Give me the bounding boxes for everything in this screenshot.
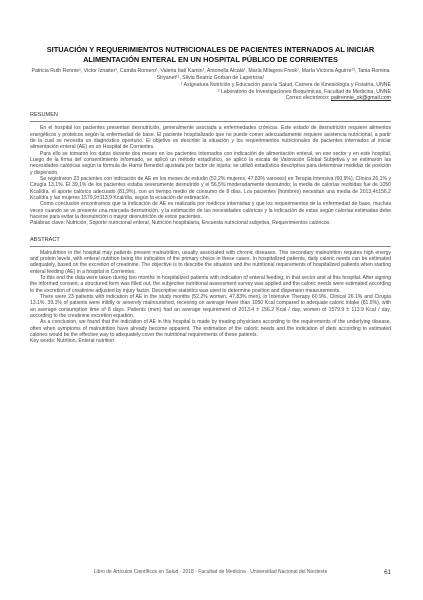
abstract-heading: ABSTRACT (30, 236, 60, 243)
resumen-paragraph: Se registraron 23 pacientes con indicación de AE en los meses de estudio (52,2% mujeres, 47,83% varones) en Terapia Intensiva (60,9%), Clínica 26,1% y Cirugía 13,1%. El 39,1% de los pacientes estaba severamente desnutrido y el 56,5% moderadamente desnutrido; la media de calorías recibidas fue de 1050 Kcal/día, el aporte calórico adecuado (81,9%), con un tiempo medio de consumo de 8 días. Los pacientes (hombres) necesitan una media de 2013,4±156,2 Kcal/día y las mujeres 1579,9±113,9 Kcal/día, según la ecuación de estimación. (30, 175, 391, 201)
abstract-divider (30, 246, 391, 247)
resumen-paragraph: Como conclusión encontramos que la indicación de AE es realizada por médicos internistas y que los requerimientos de la enfermedad de base, muchas veces cuando se ve presente una marcada desnutrición, y la estimación de las necesidades calóricas y la indicación de estas según calorías estimadas debe hacerse para evitar la desnutrición o mayor desnutrición de estos pacientes. (30, 201, 391, 220)
abstract-paragraph: There were 23 patients with indication of AE in the study months (52.2% women, 47.83% men), in Intensive Therapy 60.9%, Clinical 26.1% and Cirugía 13.1%. 39.1% of patients were mildly or severely malnourished, receiving on average fewer than 1050 Kcal compared to adequate caloric intake (81.9%), with an average consumption time of 8 days. Patients (men) had an average requirement of 2013.4 ± 156.2 Kcal / day, women of 1579.9 ± 113.9 Kcal / day, according to the creatinine excretion equation. (30, 294, 391, 320)
resumen-keywords: Palabras clave: Nutrición, Soporte nutricional enteral, Nutrición hospitalaria, Encuesta nutricional subjetiva, Requerimientos calóricos. (30, 220, 331, 227)
abstract-paragraph: As a conclusion, we found that the indication of AE in this hospital is made by treating physicians according to the requirements of the underlying disease, often when symptoms of malnutrition have already become apparent. The estimation of the caloric needs and the indication of diets according to estimated calories would be the effective way to adequately cover the nutritional requirements of these patients. (30, 319, 391, 339)
page-footer: Libro de Artículos Científicos en Salud · 2018 - Facultad de Medicina · Universidad Nacional del Nordeste (93, 569, 328, 575)
affiliation-1: ¹ Asignatura Nutrición y Educación para la Salud, Carrera de Kinesiología y Fisiatría, UNNE (180, 81, 391, 88)
contact-line (30, 95, 391, 102)
author-list: Patricia Ruth Rennie¹, Victor Iznaiter¹, Camila Romero¹, Valeria Itatí Kamin¹, Antonella Alcalá¹, María Milagros Fresk¹, María Victoria Aguirre¹², Tania Romina Stryanet¹², Silvia Beatriz Gorban de Lapertosa¹ (31, 68, 390, 81)
abstract-paragraph: Malnutrition in the hospital may patients present malnutrition, usually associated with chronic diseases. This secondary malnutrition requires high energy and protein levels, with enteral nutrition being the indication of the primary choice in these cases. In hospitalized patients, daily caloric needs can be estimated adequately, based on the excretion of creatinine. The objective is to describe the situation and the nutritional requirements of hospitalized patients when starting enteral feeding (AE) in a hospital in Corrientes. (30, 249, 391, 275)
affiliation-2: ² Laboratorio de Investigaciones Bioquímicas, Facultad de Medicina, UNNE (217, 88, 391, 95)
email-link[interactable]: patirennie_ok@gmail.com (330, 95, 391, 102)
resumen-divider (30, 121, 391, 122)
abstract-paragraph: To this end the data were taken during two months in hospitalized patients with indication of enteral feeding, in that sector and at this hospital. After signing the informed consent, a structured form was filled out, the subjective nutritional assessment survey was applied and the caloric needs were estimated according to the excretion of creatinine adjusted by injury factor. Descriptive statistics was used to determine position and dispersion measurements. (30, 275, 391, 294)
article-title: SITUACIÓN Y REQUERIMIENTOS NUTRICIONALES DE PACIENTES INTERNADOS AL INICIAR ALIMENTACIÓN ENTERAL EN UN HOSPITAL PÚBLICO DE CORRIENTES (46, 45, 375, 64)
resumen-paragraph: En el hospital los pacientes presentan desnutrición, generalmente asociada a enfermedades crónicas. Este estado de desnutrición requiere alimentos energéticos y proteicos según la enfermedad de base. El paciente hospitalizado que no puede comer adecuadamente requiere asistencia nutricional, a partir de la cual se necesita un diagnóstico oportuno. El objetivo es describir la situación y los requerimientos nutricionales de pacientes internados al iniciar alimentación enteral (AE) en un Hospital de Corrientes. (30, 125, 391, 151)
resumen-paragraph: Para ello se tomaron los datos durante dos meses en los pacientes internados con indicación de alimentación enteral, en ese sector y en este hospital. Luego de la firma del consentimiento informado, se aplicó un método estadístico, se aplicó la escala de Valoración Global Subjetiva y se estimaron las necesidades calóricas según la fórmula de Harris Benedict ajustada por factor de injuria; se utilizó estadística descriptiva para determinar medidas de posición y dispersión. (30, 150, 391, 176)
page-number: 61 (384, 569, 391, 576)
abstract-keywords: Key words: Nutrition, Enteral nutrition (30, 338, 115, 345)
email-label: Correo electrónico: (285, 95, 330, 102)
resumen-heading: RESUMEN (30, 112, 58, 119)
